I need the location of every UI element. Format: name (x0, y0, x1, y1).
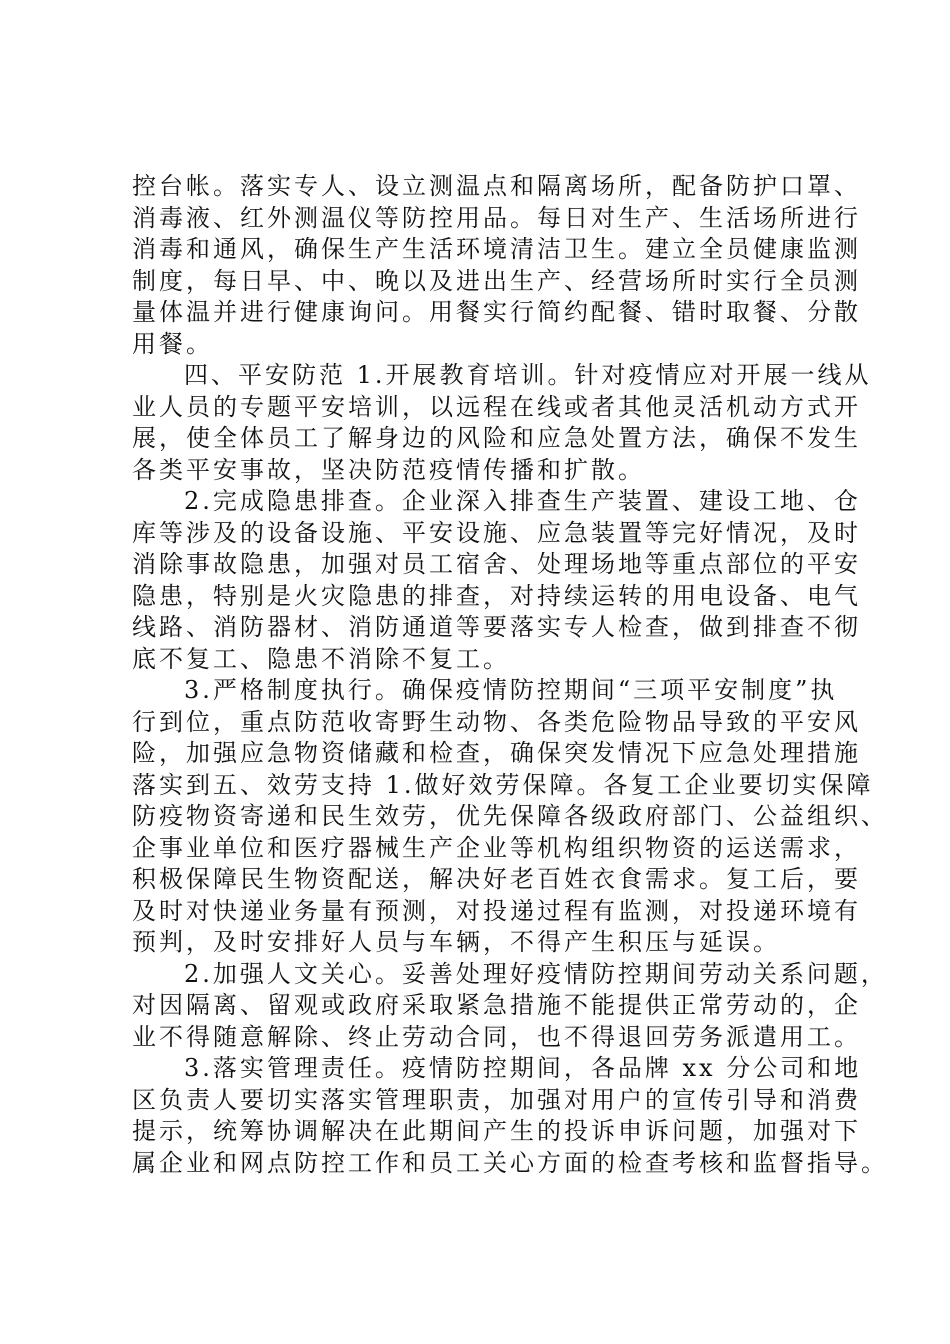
text-line: 区负责人要切实落实管理职责，加强对用户的宣传引导和消费 (132, 1085, 861, 1114)
text-line: 提示，统筹协调解决在此期间产生的投诉申诉问题，加强对下 (132, 1117, 861, 1145)
text-line: 预判，及时安排好人员与车辆，不得产生积压与延误。 (132, 928, 780, 956)
text-line: 积极保障民生物资配送，解决好老百姓衣食需求。复工后，要 (132, 865, 861, 893)
text-line: 防疫物资寄递和民生效劳，优先保障各级政府部门、公益组织、 (132, 802, 888, 830)
text-line: 3.落实管理责任。疫情防控期间，各品牌 xx 分公司和地 (184, 1054, 862, 1082)
text-line: 控台帐。落实专人、设立测温点和隔离场所，配备防护口罩、 (132, 172, 861, 200)
text-line: 2.加强人文关心。妥善处理好疫情防控期间劳动关系问题， (184, 959, 888, 988)
text-line: 险，加强应急物资储藏和检查，确保突发情况下应急处理措施 (132, 739, 861, 767)
text-line: 制度，每日早、中、晚以及进出生产、经营场所时实行全员测 (132, 266, 861, 295)
text-line: 业不得随意解除、终止劳动合同，也不得退回劳务派遣用工。 (132, 1022, 861, 1051)
text-line: 消毒和通风，确保生产生活环境清洁卫生。建立全员健康监测 (132, 235, 861, 263)
text-line: 属企业和网点防控工作和员工关心方面的检查考核和监督指导。 (132, 1148, 888, 1177)
text-line: 底不复工、隐患不消除不复工。 (132, 644, 510, 673)
text-line: 行到位，重点防范收寄野生动物、各类危险物品导致的平安风 (132, 707, 861, 736)
text-line: 落实到五、效劳支持 1.做好效劳保障。各复工企业要切实保障 (132, 770, 874, 799)
text-line: 库等涉及的设备设施、平安设施、应急装置等完好情况，及时 (132, 518, 861, 547)
text-line: 四、平安防范 1.开展教育培训。针对疫情应对开展一线从 (184, 361, 872, 389)
text-line: 及时对快递业务量有预测，对投递过程有监测，对投递环境有 (132, 896, 861, 925)
text-line: 各类平安事故，坚决防范疫情传播和扩散。 (132, 455, 645, 484)
text-line: 消毒液、红外测温仪等防控用品。每日对生产、生活场所进行 (132, 203, 861, 232)
text-line: 对因隔离、留观或政府采取紧急措施不能提供正常劳动的，企 (132, 991, 861, 1019)
text-line: 3.严格制度执行。确保疫情防控期间“三项平安制度”执 (184, 676, 838, 704)
document-body (132, 171, 888, 1179)
text-line: 隐患，特别是火灾隐患的排查，对持续运转的用电设备、电气 (132, 581, 861, 610)
text-line: 展，使全体员工了解身边的风险和应急处置方法，确保不发生 (132, 424, 861, 452)
text-line: 量体温并进行健康询问。用餐实行简约配餐、错时取餐、分散 (132, 298, 861, 326)
text-line: 线路、消防器材、消防通道等要落实专人检查，做到排查不彻 (132, 613, 861, 641)
text-line: 企事业单位和医疗器械生产企业等机构组织物资的运送需求， (132, 833, 861, 862)
text-line: 业人员的专题平安培训，以远程在线或者其他灵活机动方式开 (132, 392, 861, 421)
text-line: 消除事故隐患，加强对员工宿舍、处理场地等重点部位的平安 (132, 550, 861, 578)
text-line: 2.完成隐患排查。企业深入排查生产装置、建设工地、仓 (184, 487, 861, 515)
text-line: 用餐。 (132, 329, 213, 358)
